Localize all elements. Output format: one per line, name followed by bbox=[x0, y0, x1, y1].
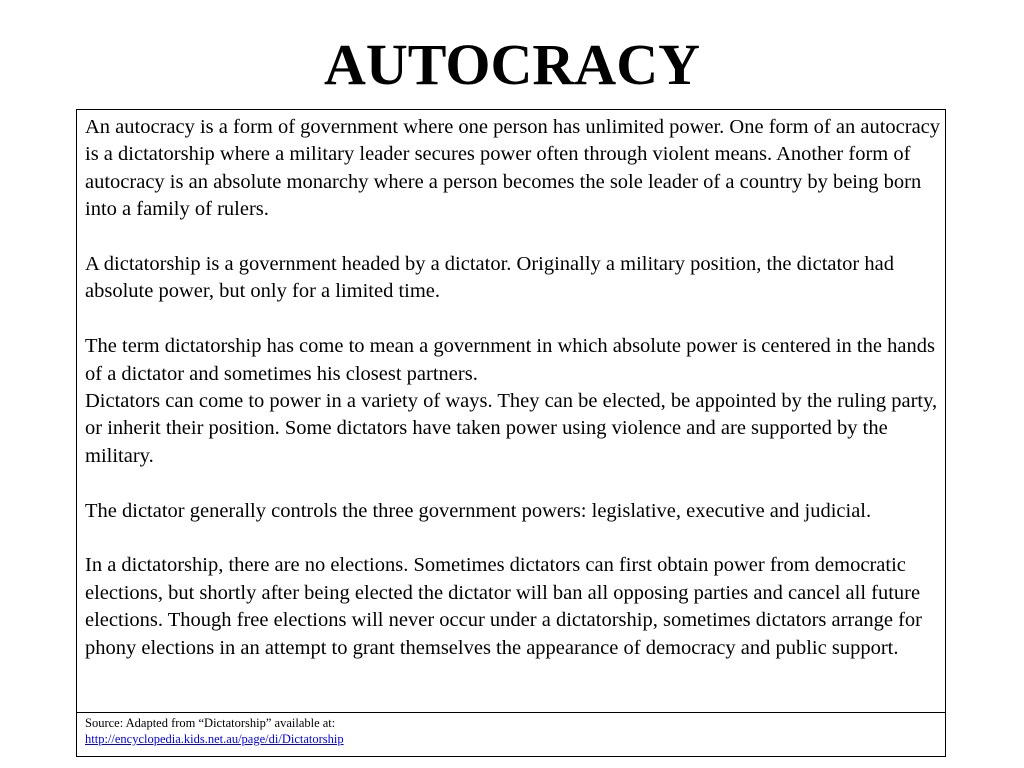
paragraph-autocracy-definition: An autocracy is a form of government where one person has unlimited power. One form of an autocracy is a dictatorship where a military leader secures power often through violent means. Another form of autocracy is an absolute monarchy where a person becomes the sole leader of a country by being born into a family of rulers. bbox=[85, 116, 941, 221]
paragraph-gap bbox=[85, 224, 940, 251]
source-text: Source: Adapted from “Dictatorship” available at: bbox=[85, 716, 336, 730]
source-citation bbox=[85, 715, 344, 747]
paragraph-term-meaning: The term dictatorship has come to mean a government in which absolute power is centered in the hands of a dictator and sometimes his closest partners. bbox=[85, 335, 935, 385]
source-link[interactable]: http://encyclopedia.kids.net.au/page/di/Dictatorship bbox=[85, 732, 344, 746]
paragraph-coming-to-power: Dictators can come to power in a variety of ways. They can be elected, be appointed by the ruling party, or inherit their position. Some dictators have taken power using violence and are supported by the military. bbox=[85, 390, 938, 467]
paragraph-gap bbox=[85, 525, 940, 552]
content-box bbox=[76, 109, 946, 757]
main-text bbox=[85, 114, 940, 662]
paragraph-elections: In a dictatorship, there are no elections. Sometimes dictators can first obtain power from democratic elections, but shortly after being elected the dictator will ban all opposing parties and cancel all future elections. Though free elections will never occur under a dictatorship, sometimes dictators arrange for phony elections in an attempt to grant themselves the appearance of democracy and public support. bbox=[85, 554, 922, 659]
source-divider bbox=[77, 712, 945, 713]
paragraph-dictatorship-definition: A dictatorship is a government headed by a dictator. Originally a military position, the dictator had absolute power, but only for a limited time. bbox=[85, 253, 894, 303]
paragraph-gap bbox=[85, 470, 940, 497]
page-title: AUTOCRACY bbox=[324, 32, 700, 97]
paragraph-gap bbox=[85, 306, 940, 333]
paragraph-government-powers: The dictator generally controls the three government powers: legislative, executive and judicial. bbox=[85, 499, 872, 522]
